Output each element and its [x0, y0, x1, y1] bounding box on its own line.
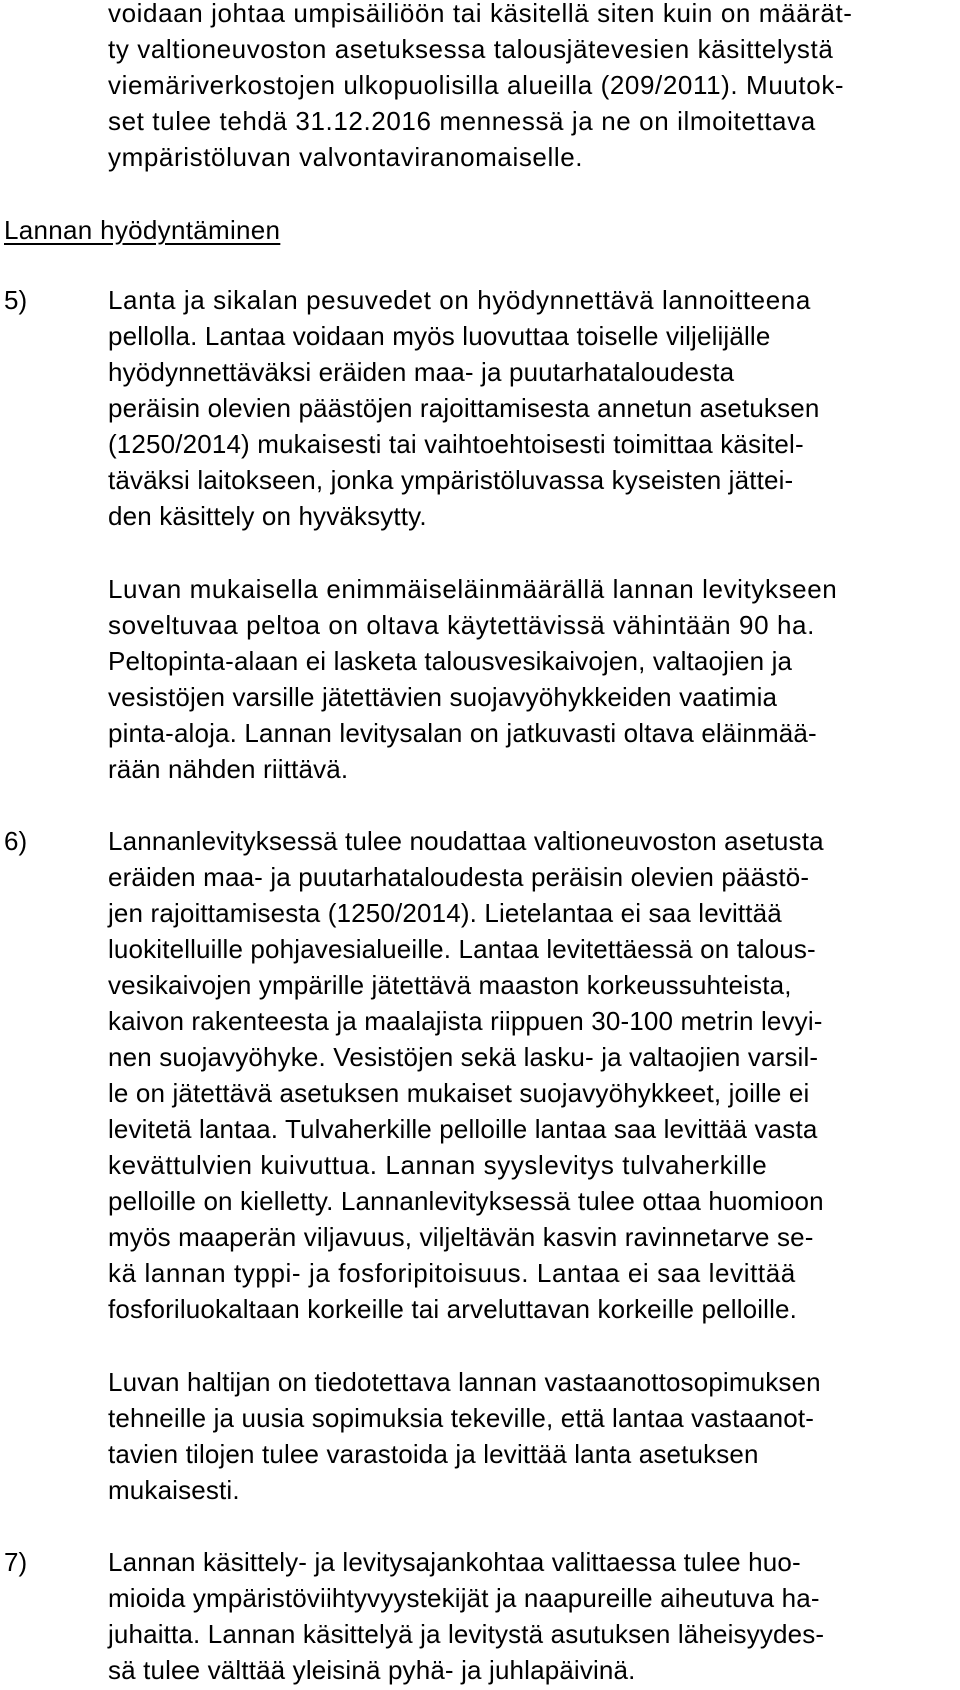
text-line: Lannan käsittely- ja levitysajankohtaa valittaessa tulee huo- [108, 1547, 801, 1577]
text-line: rään nähden riittävä. [108, 754, 349, 784]
text-line: täväksi laitokseen, jonka ympäristöluvassa kyseisten jättei- [108, 465, 794, 495]
text-line: juhaitta. Lannan käsittelyä ja levitystä asutuksen läheisyydes- [108, 1619, 825, 1649]
text-line: kä lannan typpi- ja fosforipitoisuus. Lantaa ei saa levittää [108, 1258, 796, 1288]
text-line: pellolla. Lantaa voidaan myös luovuttaa toiselle viljelijälle [108, 321, 771, 351]
text-line: tavien tilojen tulee varastoida ja levittää lanta asetuksen [108, 1439, 759, 1469]
text-line: le on jätettävä asetuksen mukaiset suojavyöhykkeet, joille ei [108, 1078, 810, 1108]
text-line: kevättulvien kuivuttua. Lannan syyslevitys tulvaherkille [108, 1150, 768, 1180]
text-line: hyödynnettäväksi eräiden maa- ja puutarhataloudesta [108, 357, 735, 387]
item-number: 5) [4, 285, 28, 315]
text-line: ty valtioneuvoston asetuksessa talousjätevesien käsittelystä [108, 34, 834, 64]
section-heading: Lannan hyödyntäminen [4, 215, 281, 245]
text-line: nen suojavyöhyke. Vesistöjen sekä lasku- ja valtaojien varsil- [108, 1042, 819, 1072]
text-line: ympäristöluvan valvontaviranomaiselle. [108, 142, 584, 172]
text-line: mukaisesti. [108, 1475, 240, 1505]
text-line: tehneille ja uusia sopimuksia tekeville, että lantaa vastaanot- [108, 1403, 815, 1433]
text-line: den käsittely on hyväksytty. [108, 501, 427, 531]
text-line: kaivon rakenteesta ja maalajista riippuen 30-100 metrin levyi- [108, 1006, 823, 1036]
text-line: peräisin olevien päästöjen rajoittamisesta annetun asetuksen [108, 393, 820, 423]
text-line: pelloille on kielletty. Lannanlevityksessä tulee ottaa huomioon [108, 1186, 824, 1216]
text-line: mioida ympäristöviihtyvyystekijät ja naapureille aiheutuva ha- [108, 1583, 820, 1613]
text-line: viemäriverkostojen ulkopuolisilla alueilla (209/2011). Muutok- [108, 70, 845, 100]
text-line: Lanta ja sikalan pesuvedet on hyödynnettävä lannoitteena [108, 285, 811, 315]
text-line: luokitelluille pohjavesialueille. Lantaa levitettäessä on talous- [108, 934, 816, 964]
text-line: pinta-aloja. Lannan levitysalan on jatkuvasti oltava eläinmää- [108, 718, 817, 748]
text-line: voidaan johtaa umpisäiliöön tai käsitellä siten kuin on määrät- [108, 0, 853, 28]
text-line: myös maaperän viljavuus, viljeltävän kasvin ravinnetarve se- [108, 1222, 814, 1252]
text-line: soveltuvaa peltoa on oltava käytettävissä vähintään 90 ha. [108, 610, 815, 640]
text-line: Luvan mukaisella enimmäiseläinmäärällä lannan levitykseen [108, 574, 838, 604]
text-line: vesistöjen varsille jätettävien suojavyöhykkeiden vaatimia [108, 682, 778, 712]
text-line: vesikaivojen ympärille jätettävä maaston korkeussuhteista, [108, 970, 792, 1000]
text-line: jen rajoittamisesta (1250/2014). Lietelantaa ei saa levittää [108, 898, 782, 928]
text-line: levitetä lantaa. Tulvaherkille pelloille lantaa saa levittää vasta [108, 1114, 818, 1144]
text-line: (1250/2014) mukaisesti tai vaihtoehtoisesti toimittaa käsitel- [108, 429, 804, 459]
text-line: Lannanlevityksessä tulee noudattaa valtioneuvoston asetusta [108, 826, 824, 856]
item-number: 6) [4, 826, 28, 856]
text-line: eräiden maa- ja puutarhataloudesta peräisin olevien päästö- [108, 862, 810, 892]
item-number: 7) [4, 1547, 28, 1577]
text-line: Luvan haltijan on tiedotettava lannan vastaanottosopimuksen [108, 1367, 821, 1397]
text-line: Peltopinta-alaan ei lasketa talousvesikaivojen, valtaojien ja [108, 646, 793, 676]
text-line: sä tulee välttää yleisinä pyhä- ja juhlapäivinä. [108, 1655, 636, 1685]
text-line: fosforiluokaltaan korkeille tai arveluttavan korkeille pelloille. [108, 1294, 797, 1324]
text-line: set tulee tehdä 31.12.2016 mennessä ja ne on ilmoitettava [108, 106, 816, 136]
